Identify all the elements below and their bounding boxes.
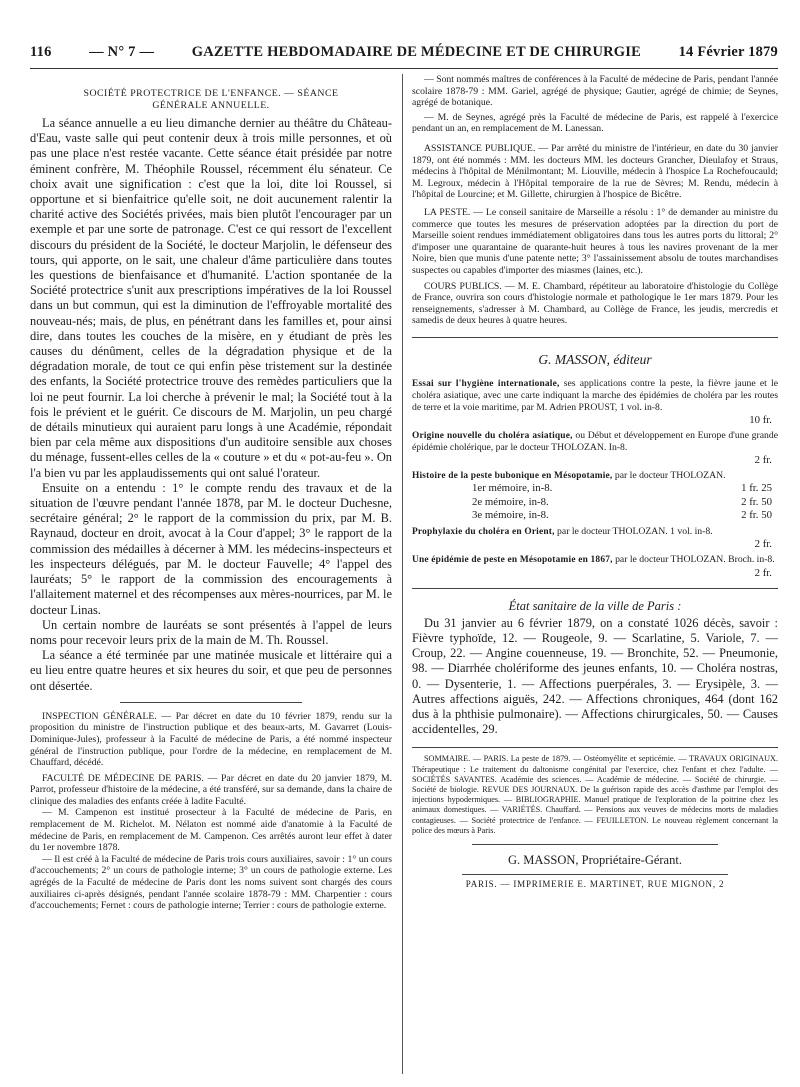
- seynes-para: — M. de Seynes, agrégé près la Faculté de médecine de Paris, est rappelé à l'exercice pendant un an, en remplacement de M. Lanessan.: [412, 111, 778, 135]
- masson-rule-top: [412, 337, 778, 338]
- book-3-text: par le docteur THOLOZAN.: [614, 469, 726, 481]
- book-2-text: ou Début et développement en Europe d'une grande épidémie cholérique, par le docteur THOLOZAN. In-8.: [412, 429, 778, 454]
- book-2: [412, 430, 778, 454]
- book-3-title: Histoire de la peste bubonique en Mésopotamie,: [412, 470, 613, 481]
- book-4-text: par le docteur THOLOZAN. 1 vol. in-8.: [557, 525, 713, 537]
- book-5-text: par le docteur THOLOZAN. Broch. in-8.: [615, 554, 775, 566]
- book-2-price: 2 fr.: [754, 453, 772, 466]
- right-column: [412, 74, 778, 889]
- memoire-2-price: 2 fr. 50: [741, 495, 772, 508]
- left-column: [30, 74, 392, 912]
- la-peste: LA PESTE. — Le conseil sanitaire de Marseille a résolu : 1° de demander au ministre du commerce que toutes les mesures de préservation adoptées par la direction du port de Marseille soient rendues immédiatement obligatoires dans tous les autres ports du littoral; 2° d'imposer une quarantaine de quarante-huit heures à tous les navires provenant de la mer Noire, bien que munis d'une patente nette; 3° l'assainissement absolu de toutes marchandises suspectes ou capables d'importer des miasmes (laines, etc.).: [412, 206, 778, 276]
- imprimerie: PARIS. — IMPRIMERIE E. MARTINET, RUE MIGNON, 2: [465, 879, 725, 890]
- book-5-title: Une épidémie de peste en Mésopotamie en 1867,: [412, 555, 613, 566]
- memoire-2: [412, 496, 778, 509]
- society-heading: SOCIÉTÉ PROTECTRICE DE L'ENFANCE. — SÉANCE GÉNÉRALE ANNUELLE.: [83, 88, 339, 111]
- journal-title: GAZETTE HEBDOMADAIRE DE MÉDECINE ET DE CHIRURGIE: [191, 44, 641, 60]
- book-1-text: ses applications contre la peste, la fièvre jaune et le choléra asiatique, avec une carte indiquant la marche des épidémies de choléra par les routes de terre et la voie maritime, par M. Adrien PROUST, 1 vol. in-8.: [412, 377, 779, 414]
- book-1: [412, 378, 778, 414]
- masson-editor-title: G. MASSON, éditeur: [538, 351, 652, 367]
- masson-rule-bottom: [412, 588, 778, 589]
- book-1-price: 10 fr.: [749, 413, 772, 426]
- memoire-1: [412, 482, 778, 495]
- faculte-para-2: — M. Campenon est institué prosecteur à la Faculté de médecine de Paris, en remplacement de M. Richelot. M. Nélaton est nommé aide d'anatomie à la Faculté de médecine de Paris, en remplacement de M. Campenon. Ces arrêtés auront leur effet à dater du 1er novembre 1878.: [30, 807, 392, 854]
- memoire-1-price: 1 fr. 25: [741, 482, 772, 495]
- memoire-3-price: 2 fr. 50: [741, 509, 772, 522]
- gerant-rule: [472, 844, 718, 845]
- book-1-title: Essai sur l'hygiène internationale,: [412, 378, 560, 389]
- memoire-1-label: 1er mémoire, in-8.: [472, 482, 553, 495]
- book-5: [412, 554, 778, 567]
- book-4: [412, 526, 778, 539]
- page-number: 116: [30, 44, 52, 60]
- section-separator: [120, 702, 302, 703]
- memoire-2-label: 2e mémoire, in-8.: [472, 495, 549, 508]
- etat-sanitaire-title: État sanitaire de la ville de Paris :: [508, 598, 682, 613]
- society-para-2: Ensuite on a entendu : 1° le compte rendu des travaux et de la situation de l'œuvre pendant l'année 1878, par M. le docteur Duchesne, secrétaire général; 2° le rapport de la commission du prix, par M. B. Raynaud, docteur en droit, avocat à la Cour d'appel; 3° le rapport de la commission des médailles à décerner à MM. les médecins-inspecteurs et les inspecteurs délégués, par M. le docteur Fauvelle; 4° l'appel des lauréats; 5° le rapport de la commission des encouragements à l'allaitement maternel et des récompenses aux mères-nourrices, par M. le docteur Linas.: [30, 480, 392, 617]
- book-2-title: Origine nouvelle du choléra asiatique,: [412, 430, 573, 441]
- memoire-3: [412, 509, 778, 522]
- issue-date: 14 Février 1879: [678, 44, 778, 60]
- society-para-3: Un certain nombre de lauréats se sont présentés à l'appel de leurs noms pour recevoir leurs prix de la main de M. Th. Roussel.: [30, 617, 392, 647]
- proprietaire-gerant: G. MASSON, Propriétaire-Gérant.: [508, 853, 682, 868]
- column-divider: [402, 74, 403, 1074]
- assistance-publique: ASSISTANCE PUBLIQUE. — Par arrêté du ministre de l'intérieur, en date du 30 janvier 1879, ont été nommés : MM. les docteurs MM. les docteurs Grancher, Dieulafoy et Straus, médecins à l'hôpital de Ménilmontant; M. Liouville, médecin à l'hospice La Rochefoucauld; M. Legroux, médecin à l'Hôpital temporaire de la rue de Sèvres; M. Rendu, médecin à l'hôpital de Lourcine; et M. Gillette, chirurgien à l'hospice de Bicêtre.: [412, 142, 778, 201]
- book-4-title: Prophylaxie du choléra en Orient,: [412, 526, 555, 537]
- memoire-3-label: 3e mémoire, in-8.: [472, 509, 549, 522]
- faculte-para-3: — Il est créé à la Faculté de médecine de Paris trois cours auxiliaires, savoir : 1° un cours d'accouchements; 2° un cours de pathologie interne; 3° un cours de pathologie externe. Les agrégés de la Faculté de médecine de Paris dont les noms suivent sont chargés des cours auxiliaires ci-après désignés, pendant l'année scolaire 1878-79 : MM. Charpentier : cours d'accouchements; Fernet : cours de pathologie interne; Terrier : cours de pathologie externe.: [30, 853, 392, 912]
- imprimerie-rule: [462, 874, 728, 875]
- society-para-4: La séance a été terminée par une matinée musicale et littéraire qui a eu lieu entre quatre heures et six heures du soir, et que peu de personnes ont désertée.: [30, 648, 392, 693]
- book-4-price: 2 fr.: [754, 538, 772, 551]
- inspection-generale: INSPECTION GÉNÉRALE. — Par décret en date du 10 février 1879, rendu sur la proposition du ministre de l'instruction publique et des beaux-arts, M. Gavarret (Louis-Dominique-Jules), professeur à la Faculté de médecine de Paris, a été nommé inspecteur général de l'instruction publique, pour l'ordre de la médecine, en remplacement de M. Chauffard, décédé.: [30, 710, 392, 769]
- header-rule: [30, 68, 778, 69]
- issue-number: — N° 7 —: [89, 44, 155, 60]
- book-5-price: 2 fr.: [754, 566, 772, 579]
- book-3: [412, 470, 778, 483]
- society-para-1: La séance annuelle a eu lieu dimanche dernier au théâtre du Château-d'Eau, vaste salle qui peut contenir deux à trois mille personnes, et où pas une place n'est restée vacante. Cette séance était présidée par notre éminent confrère, M. Théophile Roussel, récemment élu sénateur. Ce choix avait une signification : c'est que la loi, dite loi Roussel, si opportune et si bienfaitrice qu'elle soit, ne doit aucunement ralentir la charité active des Sociétés privées, mais bien plutôt l'encourager par un exemple et par une sorte de patronage. C'est ce qui ressort de l'excellent discours du président de la Société, le docteur Marjolin, le défenseur des tours, qui apporte, on le sait, une chaleur d'âme particulière dans toutes les questions de bienfaisance et d'humanité. L'action spontanée de la Société protectrice s'unit aux prescriptions impératives de la loi Roussel dans un but commun, qui est la diminution de l'effroyable mortalité des nouveau-nés; mais, de plus, en pénétrant dans les familles et, pour ainsi dire, dans toutes les couches de la misère, en y étudiant de près les causes du dénûment, celles de la dégradation physique et de la dégradation morale, de tout ce qui enfin pèse tristement sur la destinée des enfants, la Société protectrice trouve des remèdes particuliers que la loi ne peut fournir. La loi cherche à prévenir le mal; la Société tout à la fois le prévient et le guérit. Ce discours de M. Marjolin, un peu chargé de détails minutieux qui auraient paru longs à une Académie, répondait bien par cela même aux dispositions d'un auditoire sensible aux choses du ménage, fussent-elles celles de la « couture » et du « pot-au-feu ». On l'a bien vu par les applaudissements qui ont salué l'orateur.: [30, 116, 392, 480]
- etat-sanitaire-text: Du 31 janvier au 6 février 1879, on a constaté 1026 décès, savoir : Fièvre typhoïde, 12. — Rougeole, 9. — Scarlatine, 5. Variole, 7. — Croup, 22. — Angine couenneuse, 19. — Bronchite, 52. — Pneumonie, 98. — Diarrhée cholériforme des jeunes enfants, 10. — Choléra nostras, 0. — Dysenterie, 1. — Affections puerpérales, 3. — Erysipèle, 3. — Autres affections aiguës, 242. — Affections chroniques, 464 (dont 162 dus à la phthisie pulmonaire). — Affections chirurgicales, 50. — Causes accidentelles, 29.: [412, 615, 778, 737]
- sommaire-rule: [412, 747, 778, 748]
- cours-publics: COURS PUBLICS. — M. E. Chambard, répétiteur au laboratoire d'histologie du Collège de France, ouvrira son cours d'histologie normale et pathologique le 1er mars 1879. Pour les renseignements, s'adresser à M. Chambard, au Collège de France, les jeudis, mercredis et samedis de deux heures à quatre heures.: [412, 280, 778, 327]
- page-header: [30, 44, 778, 66]
- conferences-para: — Sont nommés maîtres de conférences à la Faculté de médecine de Paris, pendant l'année scolaire 1878-79 : MM. Gariel, agrégé de physique; Gautier, agrégé de chimie; de Seynes, agrégé de botanique.: [412, 74, 778, 109]
- sommaire: SOMMAIRE. — PARIS. La peste de 1879. — Ostéomyélite et septicémie. — TRAVAUX ORIGINAUX. Thérapeutique : Le traitement du daltonisme congénital par l'exercice, chez l'enfant et chez l'adulte. — SOCIÉTÉS SAVANTES. Académie des sciences. — Académie de médecine. — Société de chirurgie. — Société de biologie. REVUE DES JOURNAUX. De la guérison rapide des accès d'asthme par l'emploi des injections hypodermiques. — BIBLIOGRAPHIE. Manuel pratique de l'exploration de la poitrine chez les animaux domestiques. — VARIÉTÉS. Chauffard. — Pensions aux veuves de médecins morts de maladies contagieuses. — Société protectrice de l'enfance. — FEUILLETON. Le nouveau règlement concernant la police des mœurs à Paris.: [412, 754, 778, 835]
- faculte-para-1: FACULTÉ DE MÉDECINE DE PARIS. — Par décret en date du 20 janvier 1879, M. Parrot, professeur d'histoire de la médecine, a été transféré, sur sa demande, dans la chaire de clinique des maladies des enfants créée à ladite Faculté.: [30, 772, 392, 807]
